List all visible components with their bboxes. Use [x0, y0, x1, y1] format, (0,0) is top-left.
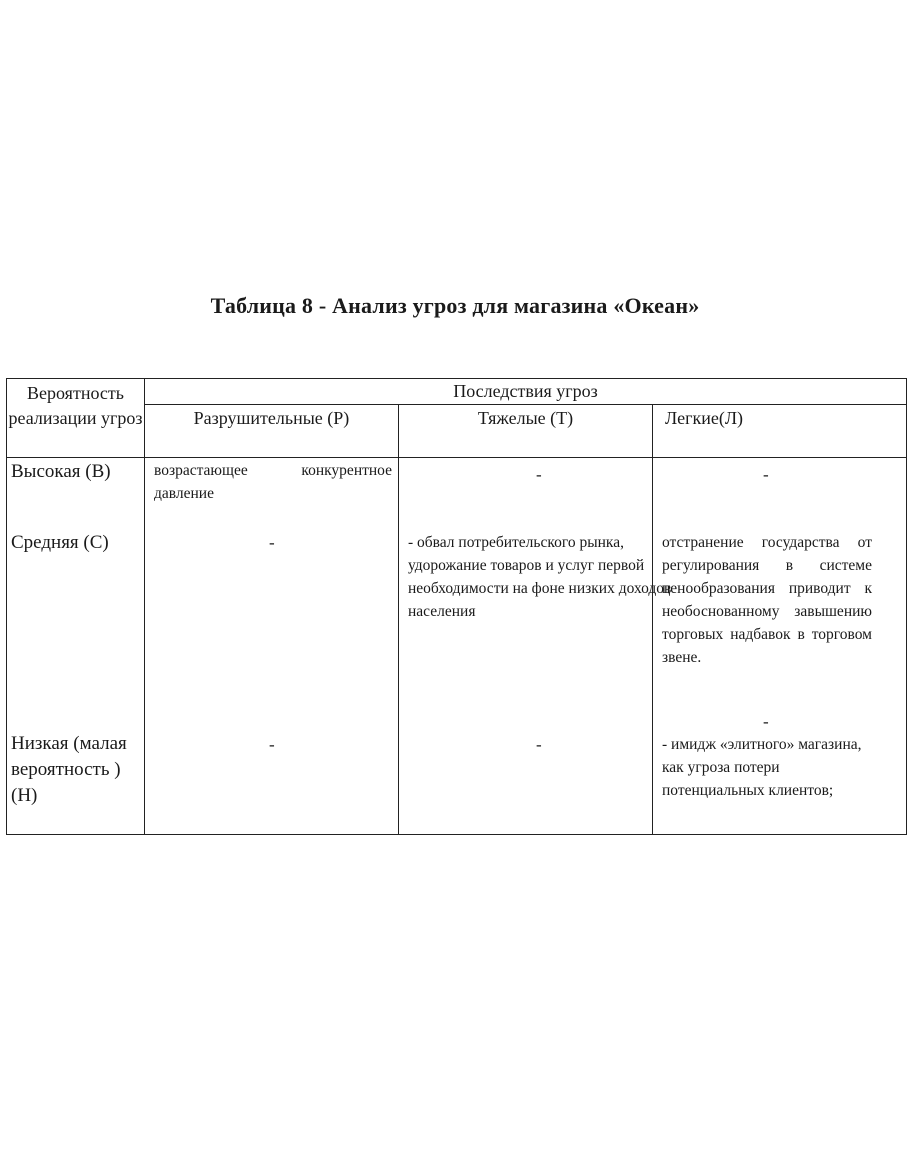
- cell-medium-severe: - обвал потребительского рынка, удорожание товаров и услуг первой необходимости на фоне низких доходов населения: [408, 534, 672, 620]
- cell-high-light: -: [763, 465, 769, 484]
- destructive-column: [145, 458, 399, 835]
- row-label-low: Низкая (малая вероятность ) (Н): [11, 733, 127, 806]
- cell-medium-destructive: -: [269, 533, 275, 552]
- column-header-light: Легкие(Л): [653, 405, 907, 458]
- row-label-high: Высокая (В): [11, 461, 111, 482]
- table-title: Таблица 8 - Анализ угроз для магазина «Океан»: [210, 293, 700, 318]
- row-labels-column: [7, 458, 145, 835]
- cell-high-destructive: возрастающее конкурентное давление: [154, 462, 392, 502]
- row-label-medium: Средняя (С): [11, 532, 109, 553]
- cell-medium-light-trailing: -: [763, 712, 769, 731]
- cell-high-severe: -: [536, 465, 542, 484]
- cell-low-severe: -: [536, 735, 542, 754]
- threat-analysis-table: [6, 378, 907, 835]
- consequences-header: Последствия угроз: [145, 379, 907, 405]
- cell-low-destructive: -: [269, 735, 275, 754]
- column-header-destructive: Разрушительные (Р): [145, 405, 399, 458]
- light-column: [653, 458, 907, 835]
- cell-low-light: - имидж «элитного» магазина, как угроза потери потенциальных клиентов;: [662, 736, 862, 799]
- cell-medium-light: отстранение государства от регулирования в системе ценообразования приводит к необоснованному завышению торговых надбавок в торговом звене.: [662, 534, 872, 666]
- severe-column: [399, 458, 672, 835]
- probability-header: Вероятность реализации угроз: [7, 379, 145, 458]
- column-header-severe: Тяжелые (Т): [399, 405, 653, 458]
